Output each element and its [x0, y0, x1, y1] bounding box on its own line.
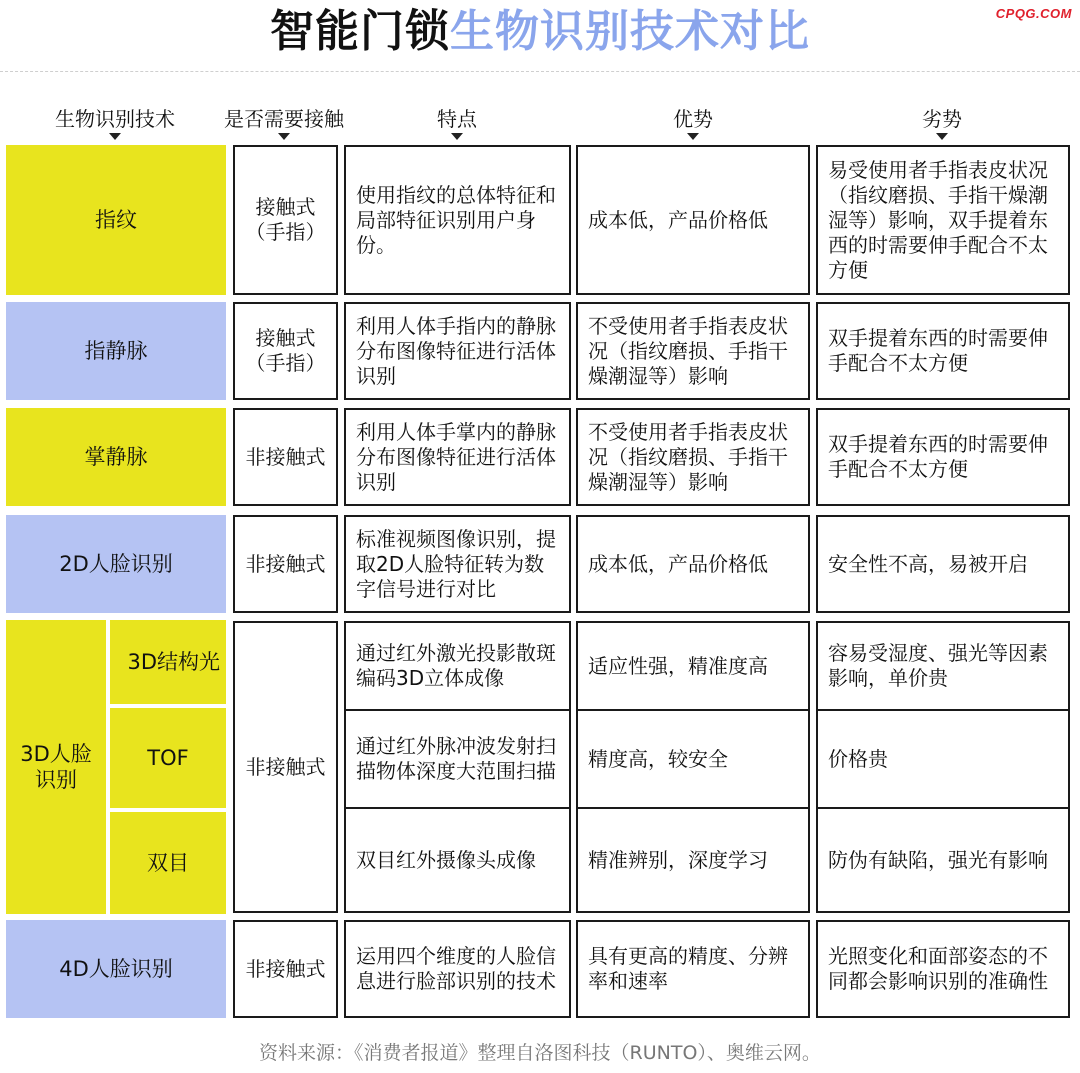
header-disadvantage [816, 106, 1068, 132]
header-contact [222, 106, 346, 132]
table-cell-feature: 标准视频图像识别，提取2D人脸特征转为数字信号进行对比 [344, 515, 571, 613]
tech-face-2d: 2D人脸识别 [6, 515, 226, 613]
arrow-down-icon [936, 133, 948, 140]
header-contact-label: 是否需要接触 [224, 107, 344, 131]
divider [0, 71, 1080, 72]
header-advantage [575, 106, 811, 132]
table-cell-feature: 运用四个维度的人脸信息进行脸部识别的技术 [344, 920, 571, 1018]
table-cell-contact: 非接触式 [233, 621, 338, 913]
table-cell-disadvantage: 防伪有缺陷，强光有影响 [828, 847, 1048, 872]
table-cell-feature: 利用人体手指内的静脉分布图像特征进行活体识别 [344, 302, 571, 400]
title-part1: 智能门锁 [270, 6, 450, 57]
table-cell-disadvantage: 双手提着东西的时需要伸手配合不太方便 [816, 408, 1070, 506]
header-feature [344, 106, 570, 132]
table-cell-advantage: 不受使用者手指表皮状况（指纹磨损、手指干燥潮湿等）影响 [576, 408, 810, 506]
table-cell-contact: 接触式（手指） [233, 145, 338, 295]
table-cell-feature: 通过红外激光投影散斑编码3D立体成像 [356, 641, 556, 690]
arrow-down-icon [109, 133, 121, 140]
tech-face-4d: 4D人脸识别 [6, 920, 226, 1018]
table-cell-contact: 接触式（手指） [233, 302, 338, 400]
tech-face-3d-binocular: 双目 [110, 812, 226, 914]
table-cell-contact: 非接触式 [233, 408, 338, 506]
header-tech [6, 106, 224, 132]
header-disadvantage-label: 劣势 [922, 107, 962, 131]
title-part2: 生物识别技术对比 [450, 6, 810, 57]
table-cell-advantage: 成本低，产品价格低 [576, 145, 810, 295]
table-cell-disadvantage: 双手提着东西的时需要伸手配合不太方便 [816, 302, 1070, 400]
tech-face-3d: 3D人脸识别 [6, 620, 106, 914]
table-cell-advantage: 具有更高的精度、分辨率和速率 [576, 920, 810, 1018]
table-cell-advantage: 适应性强，精准度高 [588, 653, 768, 678]
table-cell-disadvantage-group [816, 621, 1070, 913]
table-cell-disadvantage: 光照变化和面部姿态的不同都会影响识别的准确性 [816, 920, 1070, 1018]
arrow-down-icon [451, 133, 463, 140]
source-footnote: 资料来源：《消费者报道》整理自洛图科技（RUNTO）、奥维云网。 [259, 1042, 821, 1064]
table-cell-contact: 非接触式 [233, 515, 338, 613]
tech-face-3d-structured-light: 3D结构光 [110, 620, 226, 704]
table-cell-feature: 使用指纹的总体特征和局部特征识别用户身份。 [344, 145, 571, 295]
header-advantage-label: 优势 [673, 107, 713, 131]
arrow-down-icon [278, 133, 290, 140]
tech-face-3d-tof: TOF [110, 708, 226, 808]
table-cell-disadvantage: 容易受湿度、强光等因素影响，单价贵 [828, 641, 1048, 690]
table-cell-disadvantage: 安全性不高，易被开启 [816, 515, 1070, 613]
table-cell-advantage: 精准辨别，深度学习 [588, 847, 768, 872]
header-feature-label: 特点 [437, 107, 477, 131]
table-cell-advantage: 精度高，较安全 [588, 746, 728, 771]
table-cell-feature-group [344, 621, 571, 913]
table-cell-advantage-group [576, 621, 810, 913]
tech-palm-vein: 掌静脉 [6, 408, 226, 506]
header-tech-label: 生物识别技术 [55, 107, 175, 131]
tech-fingerprint: 指纹 [6, 145, 226, 295]
table-cell-disadvantage: 易受使用者手指表皮状况（指纹磨损、手指干燥潮湿等）影响，双手提着东西的时需要伸手配合不太方便 [816, 145, 1070, 295]
table-cell-advantage: 不受使用者手指表皮状况（指纹磨损、手指干燥潮湿等）影响 [576, 302, 810, 400]
table-cell-feature: 利用人体手掌内的静脉分布图像特征进行活体识别 [344, 408, 571, 506]
tech-finger-vein: 指静脉 [6, 302, 226, 400]
table-cell-feature: 通过红外脉冲波发射扫描物体深度大范围扫描 [356, 734, 556, 783]
table-cell-disadvantage: 价格贵 [828, 746, 888, 771]
table-cell-contact: 非接触式 [233, 920, 338, 1018]
brand-logo: CPQG.COM [995, 6, 1072, 21]
page-title [0, 4, 1080, 60]
arrow-down-icon [687, 133, 699, 140]
table-cell-feature: 双目红外摄像头成像 [356, 847, 536, 872]
table-cell-advantage: 成本低，产品价格低 [576, 515, 810, 613]
